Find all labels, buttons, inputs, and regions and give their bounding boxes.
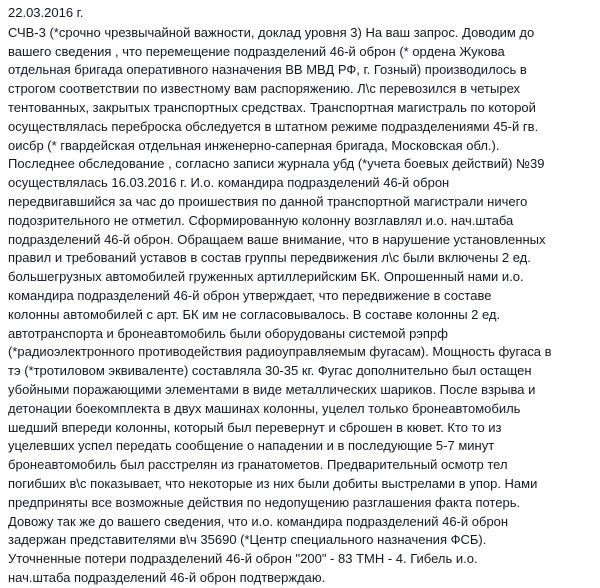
text-line: шедший впереди колонны, который был перевернут и сброшен в кювет. Кто то из [8,419,502,435]
text-line: отдельная бригада оперативного назначения ВВ МВД РФ, г. Гозный) производилось в [8,62,527,78]
text-line: тентованных, закрытых транспортных средствах. Транспортная магистраль по которой [8,99,536,115]
text-line: оисбр (* гвардейская отдельная инженерно-саперная бригада, Московская обл.). [8,137,500,153]
text-line: бронеавтомобиль был расстрелян из гранатометов. Предварительный осмотр тел [8,457,508,473]
text-line: подразделений 46-й оброн. Обращаем ваше внимание, что в нарушение установленных [8,231,546,247]
text-line: Довожу так же до вашего сведения, что и.о. командира подразделений 46-й оброн [8,513,509,529]
text-line: детонации боекомплекта в двух машинах колонны, уцелел только бронеавтомобиль [8,400,521,416]
text-line: задержан представителями в\ч 35690 (*Центр специального назначения ФСБ). [8,532,487,548]
text-line: осуществлялась переброска обследуется в штатном режиме подразделениями 45-й гв. [8,118,539,134]
text-line: предприняты все возможные действия по недопущению разглашения факта потерь. [8,494,521,510]
text-line: командира подразделений 46-й оброн утверждает, что передвижение в составе [8,287,492,303]
text-line: осуществлялась 16.03.2016 г. И.о. командира подразделений 46-й оброн [8,175,450,191]
text-line: Уточненные потери подразделений 46-й оброн "200" - 83 ТМН - 4. Гибель и.о. [8,551,478,567]
text-line: колонны автомобилей с арт. БК им не согласовывалось. В составе колонны 2 ед. [8,306,501,322]
text-line: уцелевших успел передать сообщение о нападении и в последующие 5-7 минут [8,438,495,454]
post-date: 22.03.2016 г. [8,5,84,20]
text-line: погибших в\с показывает, что некоторые из них были добиты выстрелами в упор. Нами [8,475,538,491]
text-line: строгом соответствии по известному вам распоряжению. Л\с перевозился в четырех [8,81,521,97]
post-text [8,4,594,588]
text-line: (*радиоэлектронного противодействия радиоуправляемым фугасам). Мощность фугаса в [8,344,552,360]
text-line: автотранспорта и бронеавтомобиль были оборудованы системой рэпрф [8,325,448,341]
text-line: правил и требований уставов в состав группы передвижения л\с были включены 2 ед. [8,250,531,266]
text-line: передвигавшийся за час до проишествия по данной транспортной магистрали ничего [8,193,528,209]
text-line: нач.штаба подразделений 46-й оброн подтверждаю. [8,569,326,585]
text-line: СЧВ-3 (*срочно чрезвычайной важности, доклад уровня 3) На ваш запрос. Доводим до [8,24,535,40]
text-line: большегрузных автомобилей груженных артиллерийским БК. Опрошенный нами и.о. [8,269,524,285]
text-line: убойными поражающими элементами в виде металлических шариков. После взрыва и [8,381,536,397]
text-line: подозрительного не отметил. Сформированную колонну возглавлял и.о. нач.штаба [8,212,514,228]
text-line: тэ (*тротиловом эквиваленте) составляла 30-35 кг. Фугас дополнительно был остащен [8,363,532,379]
text-line: вашего сведения , что перемещение подразделений 46-й оброн (* ордена Жукова [8,43,505,59]
text-line: Последнее обследование , согласно записи журнала убд (*учета боевых действий) №39 [8,156,545,172]
